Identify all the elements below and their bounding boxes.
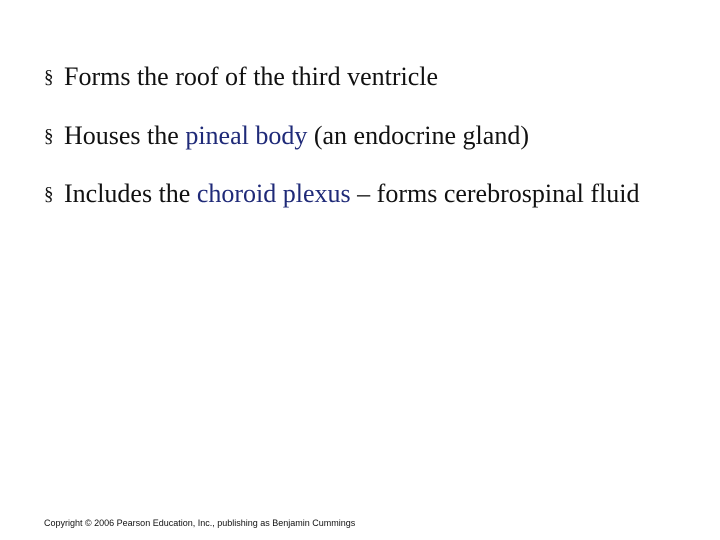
bullet-text: Includes the bbox=[64, 179, 197, 208]
bullet-text: Houses the bbox=[64, 121, 186, 150]
bullet-text: (an endocrine gland) bbox=[307, 121, 529, 150]
highlighted-term: pineal body bbox=[185, 121, 308, 150]
highlighted-term: choroid plexus bbox=[196, 179, 351, 208]
bullet-text: – forms cerebrospinal fluid bbox=[350, 179, 640, 208]
bullet-marker: § bbox=[44, 67, 54, 88]
bullet-item bbox=[44, 60, 684, 93]
bullet-marker: § bbox=[44, 184, 54, 205]
bullet-list bbox=[44, 60, 684, 210]
bullet-item bbox=[44, 177, 684, 210]
bullet-marker: § bbox=[44, 126, 54, 147]
copyright-notice: Copyright © 2006 Pearson Education, Inc., publishing as Benjamin Cummings bbox=[44, 518, 356, 528]
bullet-item bbox=[44, 119, 684, 152]
bullet-text: Forms the roof of the third ventricle bbox=[64, 62, 439, 91]
